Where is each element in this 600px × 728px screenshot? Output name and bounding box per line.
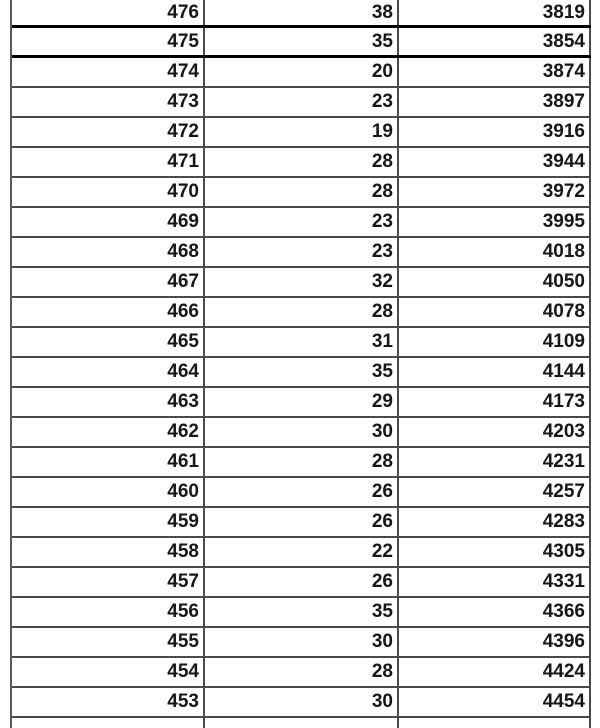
table-cell: 23 <box>205 88 399 116</box>
table-cell: 3944 <box>399 148 591 176</box>
table-cell: 457 <box>12 568 205 596</box>
table-cell: 28 <box>205 448 399 476</box>
table-row <box>12 538 591 568</box>
table-row <box>12 268 591 298</box>
table-cell: 29 <box>205 388 399 416</box>
table-cell: 4454 <box>399 688 591 716</box>
table-cell: 4283 <box>399 508 591 536</box>
table-cell: 470 <box>12 178 205 206</box>
table-cell: 4050 <box>399 268 591 296</box>
table-cell: 4257 <box>399 478 591 506</box>
table-cell: 4173 <box>399 388 591 416</box>
table-cell: 22 <box>205 538 399 566</box>
table-row <box>12 28 591 58</box>
table-cell: 3995 <box>399 208 591 236</box>
table-cell: 30 <box>205 688 399 716</box>
table-row <box>12 88 591 118</box>
table-row <box>12 208 591 238</box>
table-row <box>12 298 591 328</box>
table-cell: 465 <box>12 328 205 356</box>
table-cell: 26 <box>205 568 399 596</box>
table-cell: 4144 <box>399 358 591 386</box>
table-cell: 35 <box>205 358 399 386</box>
table-cell: 469 <box>12 208 205 236</box>
table-row <box>12 358 591 388</box>
table-cell: 28 <box>205 298 399 326</box>
table-cell: 473 <box>12 88 205 116</box>
table-cell: 23 <box>205 208 399 236</box>
table-row <box>12 118 591 148</box>
table-row <box>12 448 591 478</box>
table-cell: 30 <box>205 628 399 656</box>
table-cell: 28 <box>205 148 399 176</box>
table-cell: 4109 <box>399 328 591 356</box>
table-cell: 28 <box>205 658 399 686</box>
table-cell: 461 <box>12 448 205 476</box>
table-cell: 467 <box>12 268 205 296</box>
table-row <box>12 628 591 658</box>
table-cell: 4396 <box>399 628 591 656</box>
table-cell: 453 <box>12 688 205 716</box>
table-row <box>12 568 591 598</box>
table-cell: 464 <box>12 358 205 386</box>
table-cell: 19 <box>205 118 399 146</box>
table-row <box>12 238 591 268</box>
table-cell: 476 <box>12 0 205 25</box>
table-row <box>12 418 591 448</box>
table-cell: 38 <box>205 0 399 25</box>
table-row <box>12 0 591 28</box>
table-cell: 462 <box>12 418 205 446</box>
table-cell: 4231 <box>399 448 591 476</box>
table-cell: 4203 <box>399 418 591 446</box>
table-cell: 474 <box>12 58 205 86</box>
table-cell: 3916 <box>399 118 591 146</box>
table-row-partial <box>12 718 591 728</box>
table-cell: 466 <box>12 298 205 326</box>
table-row <box>12 688 591 718</box>
table-cell <box>12 718 205 728</box>
table-cell: 30 <box>205 418 399 446</box>
table-row <box>12 328 591 358</box>
table-cell <box>205 718 399 728</box>
table-cell: 459 <box>12 508 205 536</box>
table-cell: 4366 <box>399 598 591 626</box>
table-cell: 26 <box>205 508 399 536</box>
table-cell: 472 <box>12 118 205 146</box>
table-row <box>12 58 591 88</box>
table-cell: 3897 <box>399 88 591 116</box>
table-row <box>12 388 591 418</box>
table-cell: 28 <box>205 178 399 206</box>
table-cell: 455 <box>12 628 205 656</box>
table-row <box>12 508 591 538</box>
table-cell: 35 <box>205 598 399 626</box>
table-cell: 475 <box>12 28 205 55</box>
table-row <box>12 658 591 688</box>
table-cell: 31 <box>205 328 399 356</box>
table-cell: 463 <box>12 388 205 416</box>
table-cell: 3854 <box>399 28 591 55</box>
table-cell: 3874 <box>399 58 591 86</box>
table-cell: 35 <box>205 28 399 55</box>
table-row <box>12 148 591 178</box>
table-cell: 4078 <box>399 298 591 326</box>
table-cell: 4424 <box>399 658 591 686</box>
table-cell: 3972 <box>399 178 591 206</box>
table-cell: 4331 <box>399 568 591 596</box>
table-cell: 454 <box>12 658 205 686</box>
table-row <box>12 178 591 208</box>
data-table <box>10 0 591 728</box>
table-cell: 471 <box>12 148 205 176</box>
table-cell: 32 <box>205 268 399 296</box>
table-cell: 4305 <box>399 538 591 566</box>
table-cell: 460 <box>12 478 205 506</box>
table-cell: 468 <box>12 238 205 266</box>
table-cell: 458 <box>12 538 205 566</box>
table-cell: 456 <box>12 598 205 626</box>
table-cell: 4018 <box>399 238 591 266</box>
table-cell: 20 <box>205 58 399 86</box>
table-row <box>12 598 591 628</box>
table-cell <box>399 718 591 728</box>
table-cell: 23 <box>205 238 399 266</box>
table-row <box>12 478 591 508</box>
table-cell: 26 <box>205 478 399 506</box>
table-cell: 3819 <box>399 0 591 25</box>
